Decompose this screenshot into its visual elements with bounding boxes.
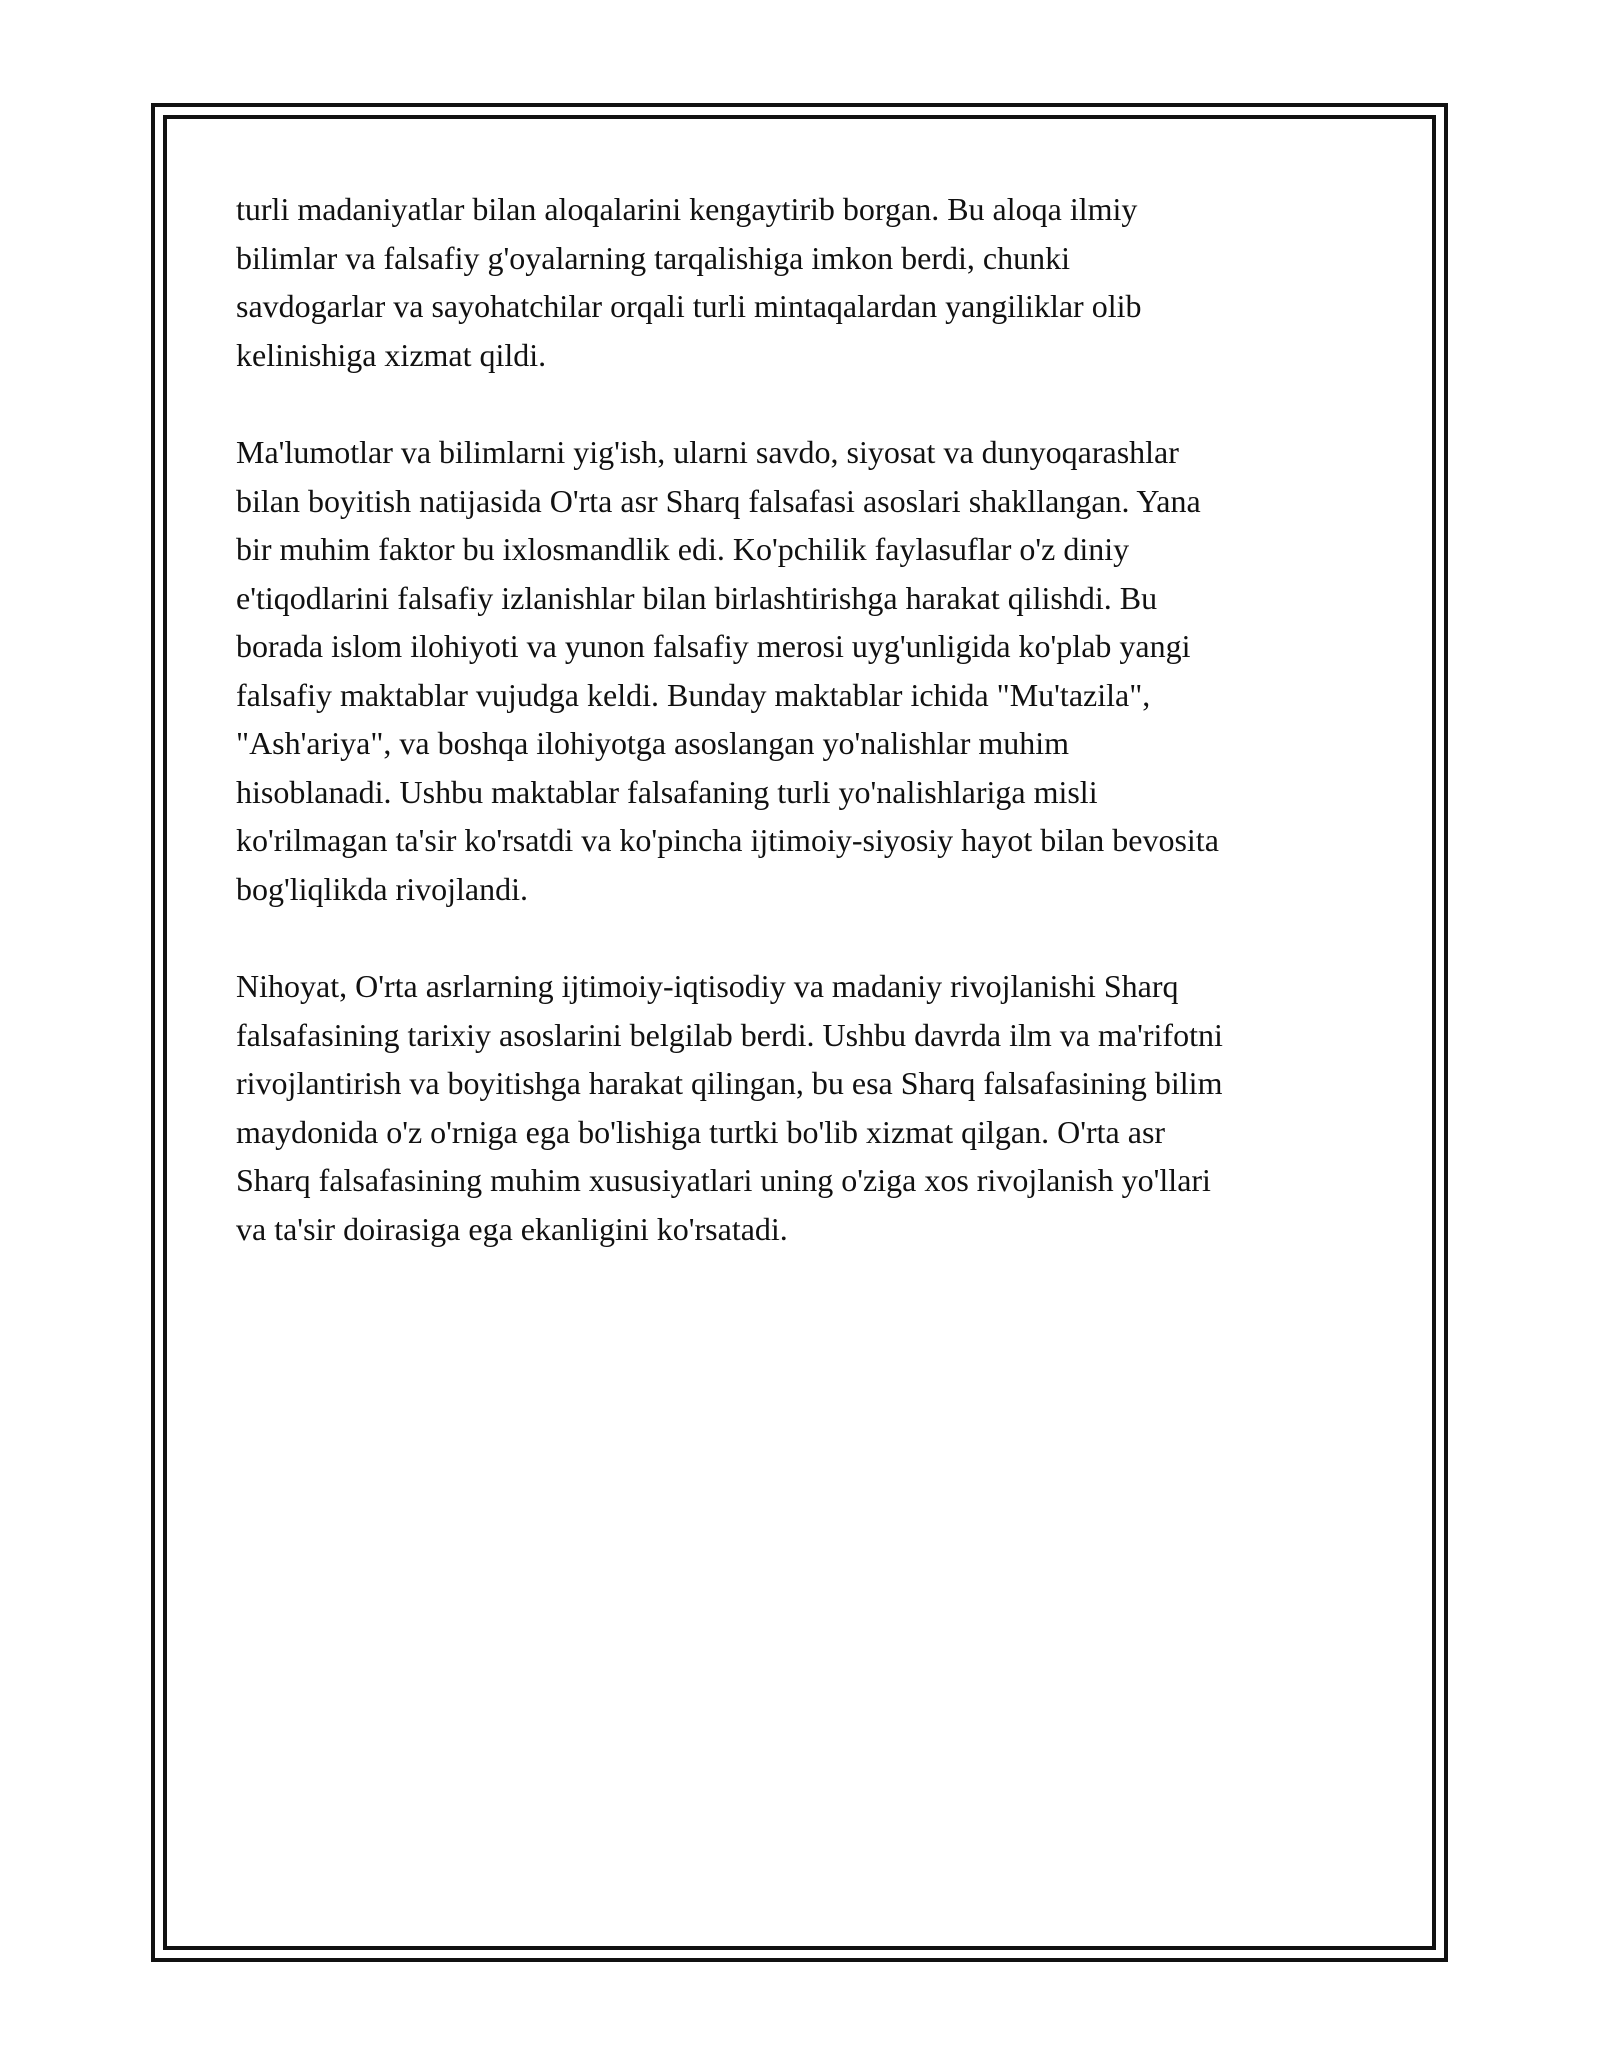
text-line: turli madaniyatlar bilan aloqalarini kengaytirib borgan. Bu aloqa ilmiy — [236, 191, 1138, 227]
text-line: bog'liqlikda rivojlandi. — [236, 870, 528, 907]
text-line: va ta'sir doirasiga ega ekanligini ko'rsatadi. — [236, 1210, 788, 1247]
document-body — [236, 185, 1376, 1302]
text-line: rivojlantirish va boyitishga harakat qilingan, bu esa Sharq falsafasining bilim — [236, 1065, 1223, 1101]
text-line: kelinishiga xizmat qildi. — [236, 336, 547, 373]
text-line: hisoblanadi. Ushbu maktablar falsafaning turli yo'nalishlariga misli — [236, 773, 1098, 810]
text-line: ko'rilmagan ta'sir ko'rsatdi va ko'pincha ijtimoiy-siyosiy hayot bilan bevosita — [236, 822, 1219, 858]
paragraph-3 — [236, 962, 1376, 1253]
text-line: borada islom ilohiyoti va yunon falsafiy merosi uyg'unligida ko'plab yangi — [236, 628, 1191, 664]
paragraph-1 — [236, 185, 1376, 379]
text-line: bilan boyitish natijasida O'rta asr Sharq falsafasi asoslari shakllangan. Yana — [236, 482, 1201, 519]
text-line: maydonida o'z o'rniga ega bo'lishiga turtki bo'lib xizmat qilgan. O'rta asr — [236, 1113, 1166, 1150]
text-line: Nihoyat, O'rta asrlarning ijtimoiy-iqtisodiy va madaniy rivojlanishi Sharq — [236, 968, 1179, 1004]
text-line: falsafiy maktablar vujudga keldi. Bunday maktablar ichida "Mu'tazila", — [236, 676, 1151, 713]
text-line: savdogarlar va sayohatchilar orqali turli mintaqalardan yangiliklar olib — [236, 288, 1142, 324]
text-line: Ma'lumotlar va bilimlarni yig'ish, ularni savdo, siyosat va dunyoqarashlar — [236, 434, 1179, 470]
text-line: e'tiqodlarini falsafiy izlanishlar bilan birlashtirishga harakat qilishdi. Bu — [236, 579, 1158, 616]
text-line: bilimlar va falsafiy g'oyalarning tarqalishiga imkon berdi, chunki — [236, 239, 1070, 276]
text-line: Sharq falsafasining muhim xususiyatlari uning o'ziga xos rivojlanish yo'llari — [236, 1162, 1211, 1198]
text-line: falsafasining tarixiy asoslarini belgilab berdi. Ushbu davrda ilm va ma'rifotni — [236, 1016, 1223, 1053]
text-line: "Ash'ariya", va boshqa ilohiyotga asoslangan yo'nalishlar muhim — [236, 725, 1070, 761]
text-line: bir muhim faktor bu ixlosmandlik edi. Ko'pchilik faylasuflar o'z diniy — [236, 531, 1130, 567]
paragraph-2 — [236, 428, 1376, 913]
